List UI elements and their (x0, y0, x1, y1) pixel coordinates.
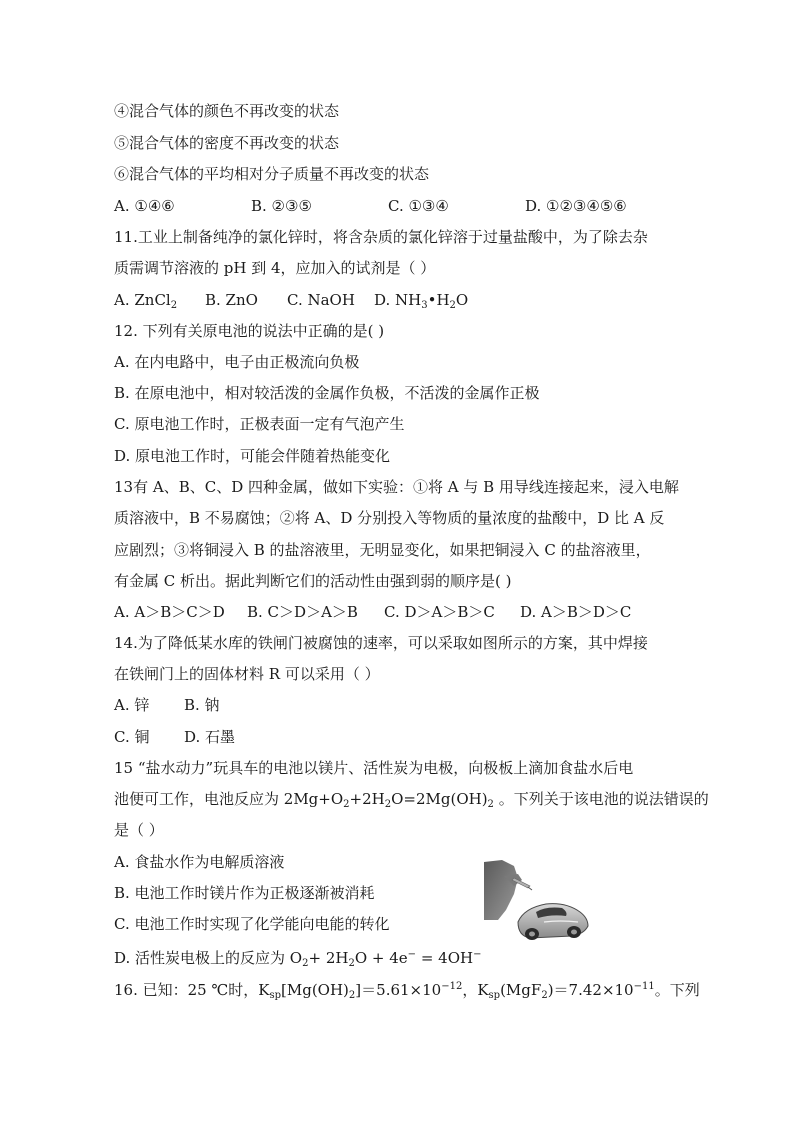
q11-option-d: D. $NH_3•H_2O$ (374, 291, 469, 311)
q13-stem-line1: 13有 A、B、C、D 四种金属，做如下实验：①将 A 与 B 用导线连接起来，浸入电解 (114, 478, 679, 496)
statement-5: ⑤混合气体的密度不再改变的状态 (114, 134, 340, 152)
statement-4: ④混合气体的颜色不再改变的状态 (114, 102, 340, 120)
toy-car-illustration (484, 860, 592, 944)
q11-option-b: B. ZnO (205, 291, 258, 309)
q13-option-c: C. D＞A＞B＞C (384, 603, 495, 621)
q11-stem-line1: 11.工业上制备纯净的氯化锌时，将含杂质的氯化锌溶于过量盐酸中，为了除去杂 (114, 228, 648, 246)
q14-option-c: C. 铜 (114, 728, 150, 746)
q15-option-b: B. 电池工作时镁片作为正极逐渐被消耗 (114, 884, 375, 902)
q15-option-c: C. 电池工作时实现了化学能向电能的转化 (114, 915, 390, 933)
option-d: D. ①②③④⑤⑥ (525, 197, 627, 215)
option-b: B. ②③⑤ (251, 197, 312, 215)
q12-stem: 12. 下列有关原电池的说法中正确的是( ) (114, 322, 385, 340)
q14-stem-line2: 在铁闸门上的固体材料 R 可以采用（ ） (114, 665, 380, 683)
q12-option-b: B. 在原电池中，相对较活泼的金属作负极，不活泼的金属作正极 (114, 384, 540, 402)
q14-option-b: B. 钠 (184, 696, 220, 714)
q15-option-a: A. 食盐水作为电解质溶液 (114, 853, 285, 871)
q11-stem-line2: 质需调节溶液的 pH 到 4，应加入的试剂是（ ） (114, 259, 436, 277)
q13-option-a: A. A＞B＞C＞D (114, 603, 225, 621)
q14-option-a: A. 锌 (114, 696, 150, 714)
q16-stem: 16. 已知：25 ℃时，$K_{sp}[Mg(OH)_2]=5.61\times 10^{-12}$，$K_{sp}(MgF_2)=7.42\times 10^{-11}$。下列 (114, 981, 700, 1001)
q12-option-a: A. 在内电路中，电子由正极流向负极 (114, 353, 360, 371)
q15-option-d: D. 活性炭电极上的反应为 $O_2+ 2H_2O + 4e^- = 4OH^-$ (114, 949, 482, 969)
q13-stem-line4: 有金属 C 析出。据此判断它们的活动性由强到弱的顺序是( ) (114, 572, 512, 590)
q11-option-a: A. ZnCl$_2$ (114, 291, 178, 311)
q12-option-c: C. 原电池工作时，正极表面一定有气泡产生 (114, 415, 405, 433)
q15-stem-line3: 是（ ） (114, 821, 164, 839)
q13-option-b: B. C＞D＞A＞B (247, 603, 358, 621)
q15-stem-line2: 池便可工作，电池反应为 $2Mg+O_2+2H_2O=2Mg(OH)_2$ 。下列关于该电池的说法错误的 (114, 790, 709, 810)
q13-option-d: D. A＞B＞D＞C (520, 603, 632, 621)
q11-option-c: C. NaOH (287, 291, 355, 309)
q14-option-d: D. 石墨 (184, 728, 236, 746)
q15-stem-line1: 15 “盐水动力”玩具车的电池以镁片、活性炭为电极，向极板上滴加食盐水后电 (114, 759, 634, 777)
q13-stem-line2: 质溶液中，B 不易腐蚀；②将 A、D 分别投入等物质的量浓度的盐酸中，D 比 A 反 (114, 509, 665, 527)
q13-stem-line3: 应剧烈；③将铜浸入 B 的盐溶液里，无明显变化，如果把铜浸入 C 的盐溶液里， (114, 541, 651, 559)
option-c: C. ①③④ (388, 197, 449, 215)
statement-6: ⑥混合气体的平均相对分子质量不再改变的状态 (114, 165, 430, 183)
q14-stem-line1: 14.为了降低某水库的铁闸门被腐蚀的速率，可以采取如图所示的方案，其中焊接 (114, 634, 648, 652)
option-a: A. ①④⑥ (114, 197, 175, 215)
q12-option-d: D. 原电池工作时，可能会伴随着热能变化 (114, 447, 391, 465)
